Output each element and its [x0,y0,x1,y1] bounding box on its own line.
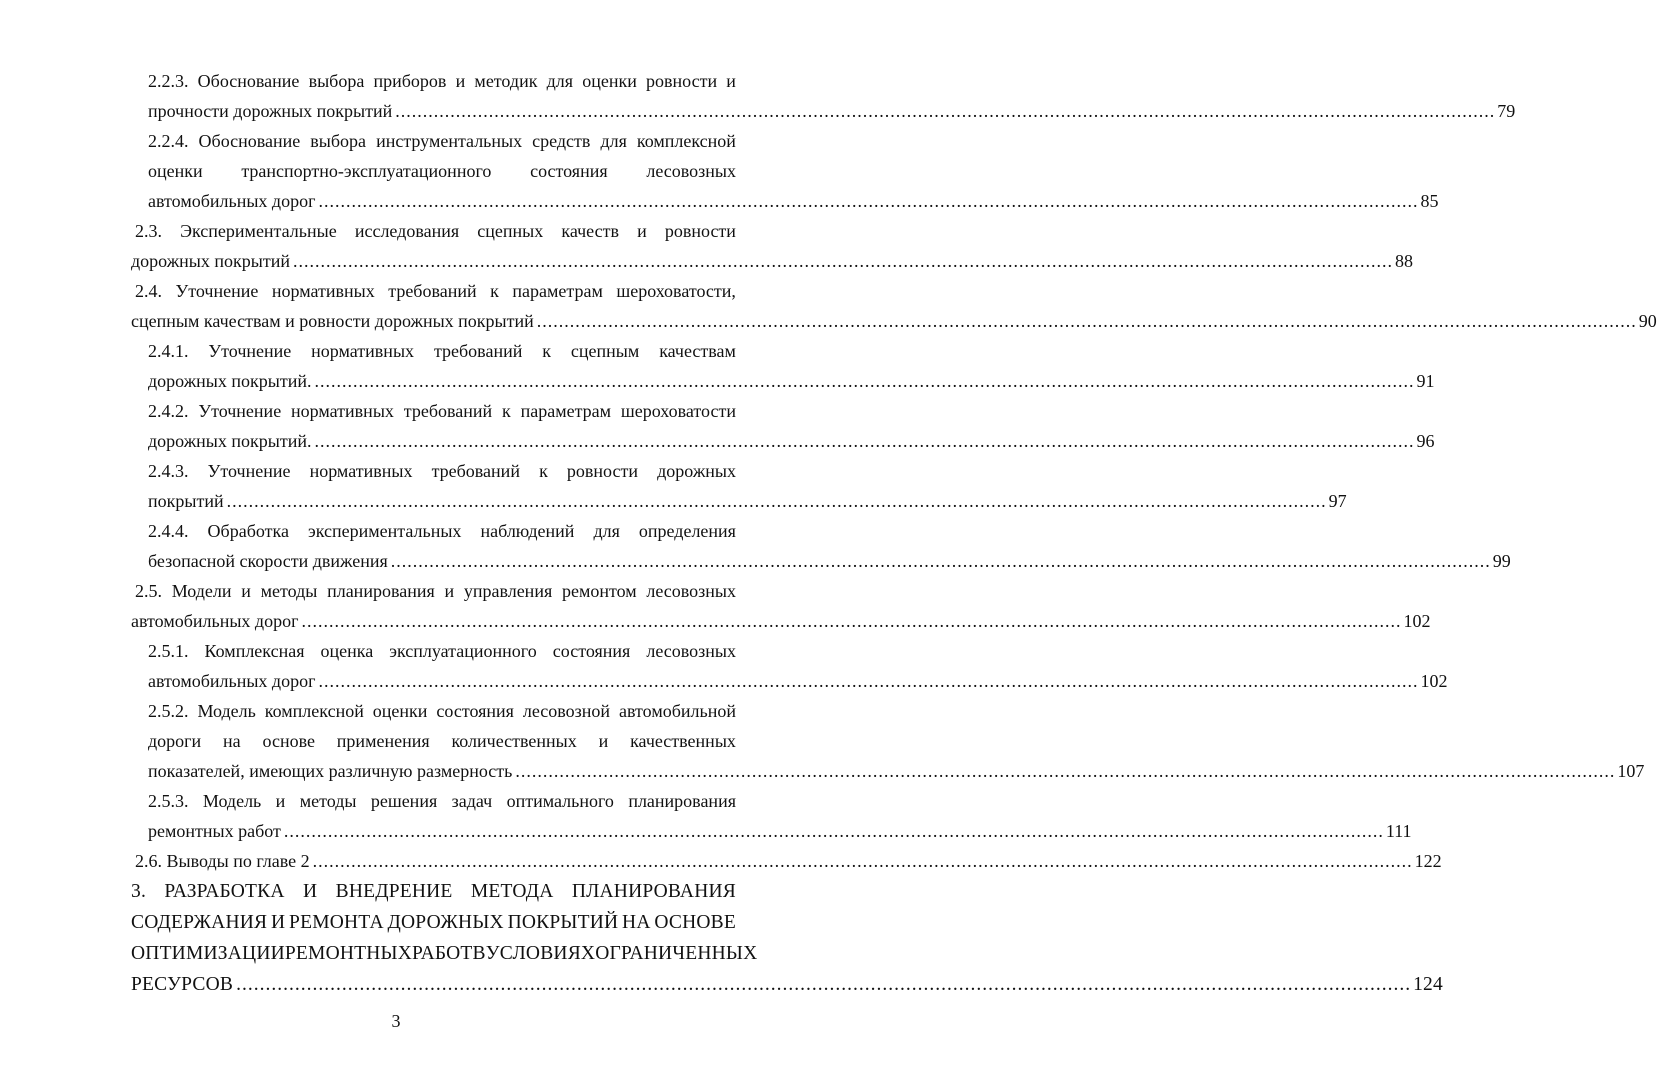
toc-entry-line [148,546,1511,576]
toc-entry [148,456,1347,516]
toc-entry-page: 99 [1492,551,1511,571]
toc-entry-line: 2.5.1. Комплексная оценка эксплуатационного состояния лесовозных [148,641,736,661]
toc-entry-line: 2.4. Уточнение нормативных требований к параметрам шероховатости, [135,281,736,301]
dot-leader: ........................................................................................................................................................................................................ [318,191,1419,211]
toc-entry-line [131,969,1443,1000]
dot-leader: ........................................................................................................................................................................................................ [515,761,1616,781]
toc-entry-line: 2.2.3. Обоснование выбора приборов и методик для оценки ровности и [148,71,736,91]
toc-entry-line: 3. РАЗРАБОТКА И ВНЕДРЕНИЕ МЕТОДА ПЛАНИРОВАНИЯ [131,881,736,902]
page-number: 3 [391,1011,401,1031]
toc-entry-title: показателей, имеющих различную размерность [148,761,513,781]
toc-entry-page: 88 [1394,251,1413,271]
toc-entry-page: 96 [1416,431,1435,451]
toc-entry-page: 102 [1420,671,1448,691]
toc-entry-line [148,426,1435,456]
toc-entry [131,846,1442,876]
toc-entry [148,786,1412,846]
toc-entry-line: оценки транспортно-эксплуатационного состояния лесовозных [148,161,736,181]
toc-entry-line [148,186,1439,216]
dot-leader: ........................................................................................................................................................................................................ [292,251,1393,271]
toc-entry-page: 85 [1420,191,1439,211]
dot-leader: ........................................................................................................................................................................................................ [236,974,1412,995]
dot-leader: ........................................................................................................................................................................................................ [318,671,1419,691]
dot-leader: ........................................................................................................................................................................................................ [312,851,1413,871]
toc-entry-title: покрытий [148,491,224,511]
toc-entry-page: 107 [1617,761,1645,781]
toc-entry-line: 2.3. Экспериментальные исследования сцепных качеств и ровности [135,221,736,241]
toc-entry-title: автомобильных дорог [131,611,299,631]
toc-entry-line [131,606,1431,636]
table-of-contents [0,66,1657,1000]
toc-entry [148,126,1439,216]
toc-entry-line: 2.4.3. Уточнение нормативных требований к ровности дорожных [148,461,736,481]
toc-entry-title: дорожных покрытий. [148,371,312,391]
toc-entry-line: 2.4.2. Уточнение нормативных требований к параметрам шероховатости [148,401,736,421]
toc-entry [148,636,1448,696]
toc-entry-page: 97 [1328,491,1347,511]
toc-entry-page: 124 [1413,974,1443,995]
toc-entry-line [131,306,1657,336]
toc-entry-page: 122 [1414,851,1442,871]
toc-entry-line: 2.5.3. Модель и методы решения задач оптимального планирования [148,791,736,811]
dot-leader: ........................................................................................................................................................................................................ [395,101,1496,121]
toc-entry-line: ОПТИМИЗАЦИИ РЕМОНТНЫХ РАБОТ В УСЛОВИЯХ ОГРАНИЧЕННЫХ [131,943,758,964]
toc-entry [148,696,1645,786]
toc-entry-line [148,366,1435,396]
toc-entry [131,576,1431,636]
toc-entry-line [148,486,1347,516]
toc-entry-page: 90 [1638,311,1657,331]
toc-entry-title: автомобильных дорог [148,671,316,691]
toc-entry-page: 102 [1403,611,1431,631]
toc-entry-title: РЕСУРСОВ [131,974,234,995]
toc-entry [148,516,1511,576]
dot-leader: ........................................................................................................................................................................................................ [226,491,1327,511]
toc-entry-line [148,666,1448,696]
toc-entry-page: 79 [1497,101,1516,121]
toc-entry [131,276,1657,336]
toc-entry-line: 2.5.2. Модель комплексной оценки состояния лесовозной автомобильной [148,701,736,721]
dot-leader: ........................................................................................................................................................................................................ [283,821,1384,841]
dot-leader: ........................................................................................................................................................................................................ [390,551,1491,571]
toc-entry-line: СОДЕРЖАНИЯ И РЕМОНТА ДОРОЖНЫХ ПОКРЫТИЙ НА ОСНОВЕ [131,912,736,933]
toc-entry [131,216,1413,276]
toc-entry-line [148,816,1412,846]
toc-entry-title: безопасной скорости движения [148,551,388,571]
dot-leader: ........................................................................................................................................................................................................ [301,611,1402,631]
toc-entry-title: дорожных покрытий. [148,431,312,451]
toc-entry-page: 111 [1385,821,1412,841]
toc-entry-line: 2.4.4. Обработка экспериментальных наблюдений для определения [148,521,736,541]
toc-entry-line [131,246,1413,276]
toc-entry-line [131,846,1442,876]
toc-entry-title: дорожных покрытий [131,251,290,271]
dot-leader: ........................................................................................................................................................................................................ [314,431,1415,451]
dot-leader: ........................................................................................................................................................................................................ [314,371,1415,391]
dot-leader: ........................................................................................................................................................................................................ [536,311,1637,331]
toc-entry-line: дороги на основе применения количественных и качественных [148,731,736,751]
toc-entry [148,396,1435,456]
toc-entry-title: ремонтных работ [148,821,281,841]
toc-entry [148,66,1516,126]
toc-entry-line: 2.2.4. Обоснование выбора инструментальных средств для комплексной [148,131,736,151]
toc-entry-title: автомобильных дорог [148,191,316,211]
toc-entry-title: прочности дорожных покрытий [148,101,393,121]
toc-entry-page: 91 [1416,371,1435,391]
toc-entry-line [148,756,1645,786]
toc-entry-line: 2.5. Модели и методы планирования и управления ремонтом лесовозных [135,581,736,601]
toc-entry [131,876,1443,1000]
toc-entry-title: 2.6. Выводы по главе 2 [135,851,310,871]
toc-entry-line: 2.4.1. Уточнение нормативных требований к сцепным качествам [148,341,736,361]
toc-entry [148,336,1435,396]
toc-entry-line [148,96,1516,126]
toc-entry-title: сцепным качествам и ровности дорожных покрытий [131,311,534,331]
